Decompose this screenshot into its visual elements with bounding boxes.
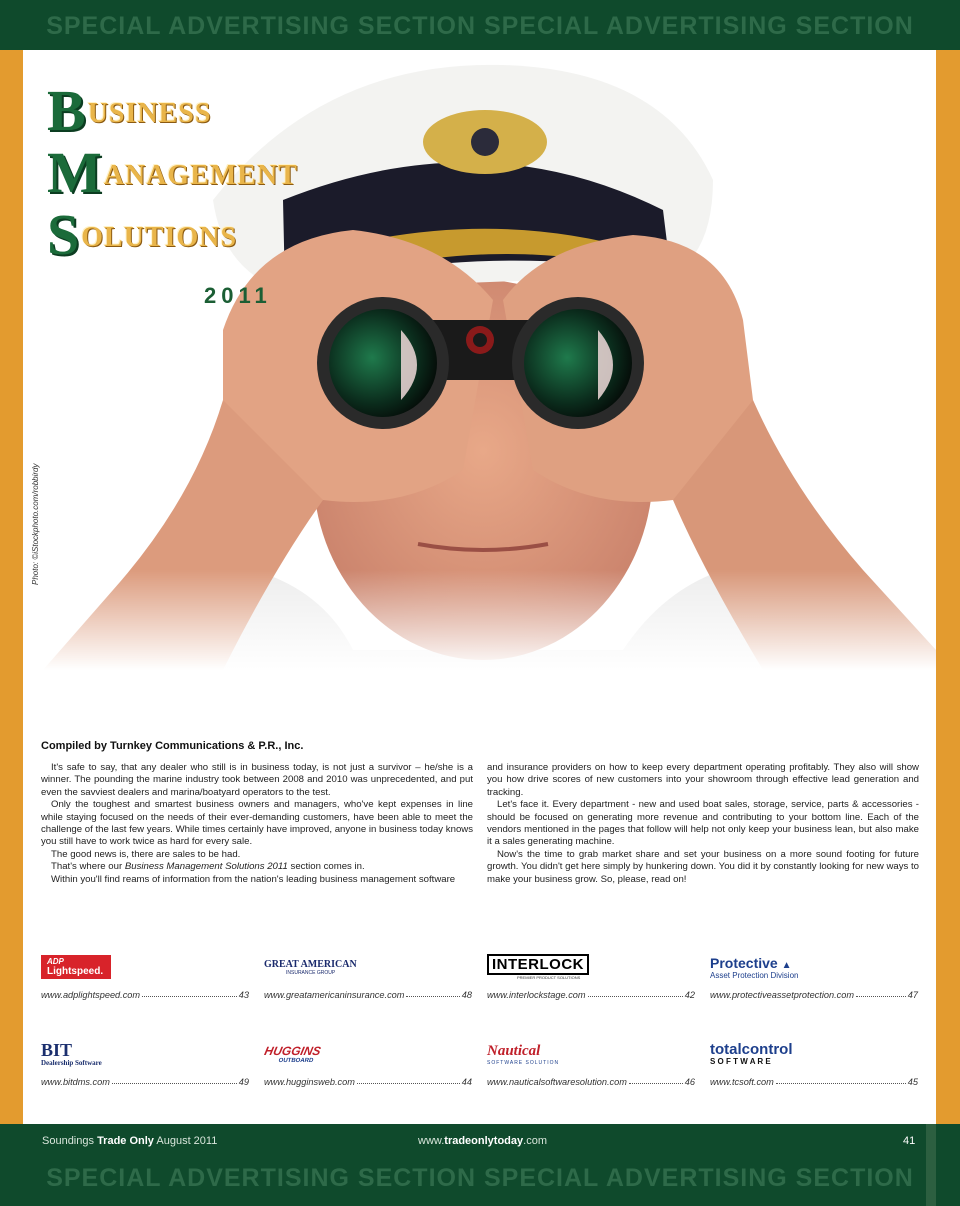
vendor-huggins[interactable] bbox=[264, 1039, 474, 1099]
vendor-page: 48 bbox=[461, 990, 472, 1000]
article-column-right bbox=[487, 762, 919, 886]
top-banner-text: SPECIAL ADVERTISING SECTION SPECIAL ADVERTISING SECTION bbox=[46, 12, 914, 40]
vendor-page: 45 bbox=[907, 1077, 918, 1087]
paragraph: That's where our Business Management Solutions 2011 section comes in. bbox=[51, 861, 365, 873]
vendor-bit[interactable] bbox=[41, 1039, 251, 1099]
bms-title-line-2: M ANAGEMENT bbox=[47, 140, 298, 205]
paragraph: Let's face it. Every department - new and used boat sales, storage, service, parts & accessories - should be focused on generating more revenue and contributing to your bottom line. Each of the vendors mentioned in the pages that follow will help not only keep your business lean, but also make it a sales generating machine. bbox=[487, 799, 919, 848]
vendor-great-american[interactable] bbox=[264, 952, 474, 1012]
bit-logo: BIT Dealership Software bbox=[41, 1040, 102, 1067]
vendor-nautical[interactable] bbox=[487, 1039, 697, 1099]
totalcontrol-logo: totalcontrol S O F T W A R E bbox=[710, 1041, 793, 1066]
vendor-page: 43 bbox=[238, 990, 249, 1000]
footer-website[interactable]: www.tradeonlytoday.com bbox=[418, 1135, 547, 1147]
vendor-url: www.protectiveassetprotection.com bbox=[710, 990, 854, 1000]
paragraph: Within you'll find reams of information from the nation's leading business management software bbox=[51, 873, 456, 885]
huggins-logo: HUGGINS OUTBOARD bbox=[263, 1044, 323, 1064]
vendor-page: 49 bbox=[238, 1077, 249, 1087]
paragraph: It's safe to say, that any dealer who still is in business today, is not just a survivor – he/she is a winner. The pounding the marine industry took between 2008 and 2010 was unprecedented, and put even the savviest dealers and marina/boatyard operators to the test. bbox=[41, 762, 473, 798]
bms-title-line-1: B USINESS bbox=[47, 78, 212, 143]
vendor-url: www.greatamericaninsurance.com bbox=[264, 990, 405, 1000]
adp-lightspeed-logo: ADP Lightspeed. bbox=[41, 952, 251, 982]
paragraph: The good news is, there are sales to be had. bbox=[51, 848, 241, 860]
paragraph: Only the toughest and smartest business owners and managers, who've kept expenses in line while staying focused on the needs of their ever-demanding customers, have been able to meet the challenge of the last few years. While times certainly have improved, anyone in business today knows you still have to work twice as hard for every sale. bbox=[41, 799, 473, 848]
vendor-url: www.interlockstage.com bbox=[487, 990, 586, 1000]
vendor-page: 42 bbox=[684, 990, 695, 1000]
photo-credit: Photo: ©iStockphoto.com/robbirdy bbox=[31, 463, 40, 585]
page-number: 41 bbox=[903, 1135, 916, 1147]
paragraph: Now's the time to grab market share and set your business on a more sound footing for future growth. You didn't get here simply by hunkering down. You did it by constantly looking for new ways to make your business grow. So, please, read on! bbox=[487, 848, 919, 885]
footer-publication: Soundings Trade Only August 2011 bbox=[42, 1135, 218, 1147]
vendor-page: 46 bbox=[684, 1077, 695, 1087]
vendor-url: www.tcsoft.com bbox=[710, 1077, 774, 1087]
compiled-by: Compiled by Turnkey Communications & P.R., Inc. bbox=[41, 740, 304, 752]
paragraph: and insurance providers on how to keep every department operating profitably. They also will show you how drive scores of new customers into your showroom through effective lead generation and tracking. bbox=[487, 762, 919, 798]
protective-logo: Protective ▲ Asset Protection Division bbox=[710, 954, 799, 980]
vendor-interlock[interactable] bbox=[487, 952, 697, 1012]
bms-year: 2011 bbox=[204, 283, 272, 308]
vendor-url: www.bitdms.com bbox=[41, 1077, 110, 1087]
article-column-left bbox=[41, 762, 473, 886]
bms-title-line-3: S OLUTIONS bbox=[47, 202, 238, 267]
vendor-url: www.hugginsweb.com bbox=[264, 1077, 355, 1087]
vendor-page: 47 bbox=[907, 990, 918, 1000]
great-american-logo: GREAT AMERICAN INSURANCE GROUP bbox=[264, 958, 357, 976]
vendor-page: 44 bbox=[461, 1077, 472, 1087]
vendor-url: www.adplightspeed.com bbox=[41, 990, 141, 1000]
bms-title bbox=[47, 78, 298, 308]
vendor-adp-lightspeed[interactable] bbox=[41, 952, 251, 1012]
nautical-logo: Nautical SOFTWARE SOLUTION bbox=[487, 1042, 560, 1066]
vendor-totalcontrol[interactable] bbox=[710, 1039, 920, 1099]
page-content bbox=[23, 50, 936, 1124]
interlock-logo: INTERLOCK PREMIER PRODUCT SOLUTIONS bbox=[487, 952, 697, 982]
bottom-banner-text: SPECIAL ADVERTISING SECTION SPECIAL ADVERTISING SECTION bbox=[46, 1164, 914, 1192]
vendor-protective[interactable] bbox=[710, 952, 920, 1012]
vendor-url: www.nauticalsoftwaresolution.com bbox=[487, 1077, 627, 1087]
